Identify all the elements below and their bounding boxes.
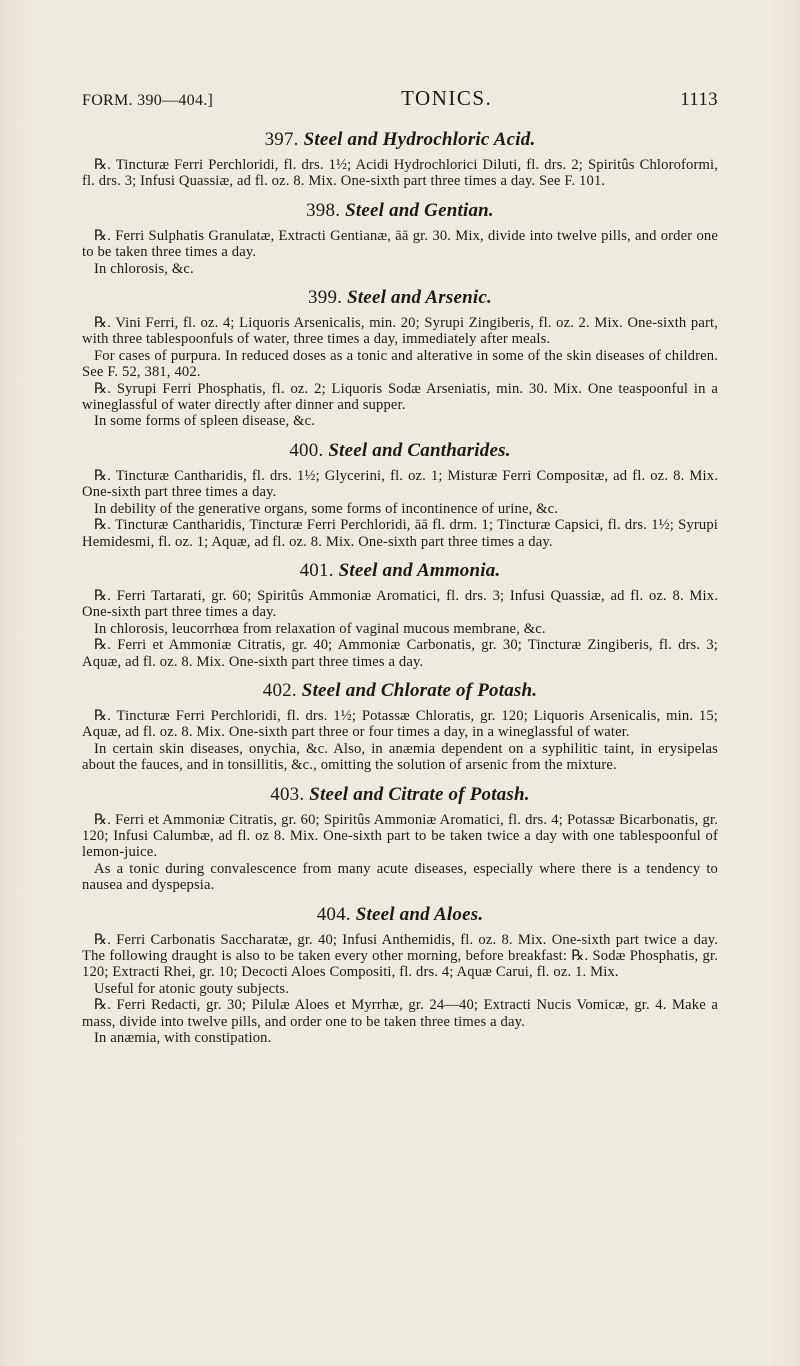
entries [82, 129, 718, 1046]
entry-number: 397. [264, 129, 299, 150]
entry-title [82, 200, 718, 222]
entry-number: 398. [306, 199, 341, 221]
entry-title [82, 129, 718, 151]
paragraph: ℞. Ferri Sulphatis Granulatæ, Extracti Gentianæ, āā gr. 30. Mix, divide into twelve pills, and order one to be taken three times a day. [82, 227, 718, 261]
entry-heading: Steel and Cantharides. [328, 439, 511, 461]
entry-number: 400. [289, 439, 324, 461]
entry-heading: Steel and Citrate of Potash. [309, 783, 530, 805]
entry-heading: Steel and Arsenic. [347, 287, 492, 309]
entry-number: 402. [262, 679, 297, 701]
paragraph: ℞. Ferri Redacti, gr. 30; Pilulæ Aloes et Myrrhæ, gr. 24—40; Extracti Nucis Vomicæ, gr. 4. Make a mass, divide into twelve pills, and order one to be taken three times a day. [82, 997, 718, 1030]
entry-number: 401. [299, 559, 334, 581]
entry-heading: Steel and Hydrochloric Acid. [303, 129, 536, 150]
entry-number: 404. [316, 903, 351, 925]
entry-title [82, 560, 718, 582]
entry-title [82, 904, 718, 926]
entry-heading: Steel and Ammonia. [338, 559, 501, 581]
page-number: 1113 [680, 89, 718, 110]
paragraph: In anæmia, with constipation. [94, 1030, 272, 1047]
paragraph: As a tonic during convalescence from many acute diseases, especially where there is a tendency to nausea and dyspepsia. [82, 860, 718, 894]
paragraph: For cases of purpura. In reduced doses as a tonic and alterative in some of the skin diseases of children. See F. 52, 381, 402. [82, 347, 718, 381]
paragraph: In chlorosis, &c. [94, 260, 194, 277]
entry-number: 403. [270, 783, 305, 805]
entry-title [82, 440, 718, 462]
paragraph: ℞. Tincturæ Cantharidis, fl. drs. 1½; Glycerini, fl. oz. 1; Misturæ Ferri Compositæ, ad fl. oz. 8. Mix. One-sixth part three times a day. [82, 467, 718, 501]
paragraph: In debility of the generative organs, some forms of incontinence of urine, &c. [94, 500, 559, 517]
form-range: FORM. 390—404.] [82, 92, 214, 109]
paragraph: Useful for atonic gouty subjects. [94, 980, 290, 997]
entry-title [82, 784, 718, 806]
paragraph: In certain skin diseases, onychia, &c. Also, in anæmia dependent on a syphilitic taint, in erysipelas about the fauces, and in tonsillitis, &c., omitting the solution of arsenic from the mixture. [82, 740, 718, 774]
section-title: TONICS. [401, 86, 493, 110]
entry-heading: Steel and Aloes. [355, 903, 484, 925]
paragraph: ℞. Ferri et Ammoniæ Citratis, gr. 60; Spiritûs Ammoniæ Aromatici, fl. drs. 4; Potassæ Bicarbonatis, gr. 120; Infusi Calumbæ, ad fl. oz 8. Mix. One-sixth part to be taken twice a day with one tablespoonful of lemon-juice. [82, 811, 718, 861]
entry-heading: Steel and Gentian. [345, 199, 494, 221]
paragraph: ℞. Tincturæ Ferri Perchloridi, fl. drs. 1½; Acidi Hydrochlorici Diluti, fl. drs. 2; Spiritûs Chloroformi, fl. drs. 3; Infusi Quassiæ, ad fl. oz. 8. Mix. One-sixth part three times a day. See F. 101. [82, 157, 718, 190]
running-header [82, 86, 718, 111]
entry-title [82, 287, 718, 309]
paragraph: ℞. Syrupi Ferri Phosphatis, fl. oz. 2; Liquoris Sodæ Arseniatis, min. 30. Mix. One teaspoonful in a wineglassful of water directly after dinner and supper. [82, 380, 718, 414]
paragraph: ℞. Ferri et Ammoniæ Citratis, gr. 40; Ammoniæ Carbonatis, gr. 30; Tincturæ Zingiberis, fl. drs. 3; Aquæ, ad fl. oz. 8. Mix. One-sixth part three times a day. [82, 637, 718, 670]
paragraph: In chlorosis, leucorrhœa from relaxation of vaginal mucous membrane, &c. [94, 620, 546, 637]
paragraph: ℞. Ferri Carbonatis Saccharatæ, gr. 40; Infusi Anthemidis, fl. oz. 8. Mix. One-sixth part twice a day. The following draught is also to be taken every other morning, before breakfast: ℞. Sodæ Phosphatis, gr. 120; Extracti Rhei, gr. 10; Decocti Aloes Compositi, fl. drs. 4; Aquæ Carui, fl. oz. 1. Mix. [82, 931, 718, 981]
paragraph: ℞. Tincturæ Cantharidis, Tincturæ Ferri Perchloridi, āā fl. drm. 1; Tincturæ Capsici, fl. drs. 1½; Syrupi Hemidesmi, fl. oz. 1; Aquæ, ad fl. oz. 8. Mix. One-sixth part three times a day. [82, 517, 718, 550]
entry-number: 399. [308, 287, 343, 309]
paragraph: ℞. Tincturæ Ferri Perchloridi, fl. drs. 1½; Potassæ Chloratis, gr. 120; Liquoris Arsenicalis, min. 15; Aquæ, ad fl. oz. 8. Mix. One-sixth part three or four times a day, in a wineglassful of water. [82, 707, 718, 741]
paragraph: ℞. Ferri Tartarati, gr. 60; Spiritûs Ammoniæ Aromatici, fl. drs. 3; Infusi Quassiæ, ad fl. oz. 8. Mix. One-sixth part three times a day. [82, 587, 718, 621]
entry-heading: Steel and Chlorate of Potash. [301, 679, 538, 701]
paragraph: ℞. Vini Ferri, fl. oz. 4; Liquoris Arsenicalis, min. 20; Syrupi Zingiberis, fl. oz. 2. Mix. One-sixth part, with three tablespoonfuls of water, three times a day, immediately after meals. [82, 315, 718, 348]
paragraph: In some forms of spleen disease, &c. [94, 413, 316, 430]
entry-title [82, 680, 718, 702]
